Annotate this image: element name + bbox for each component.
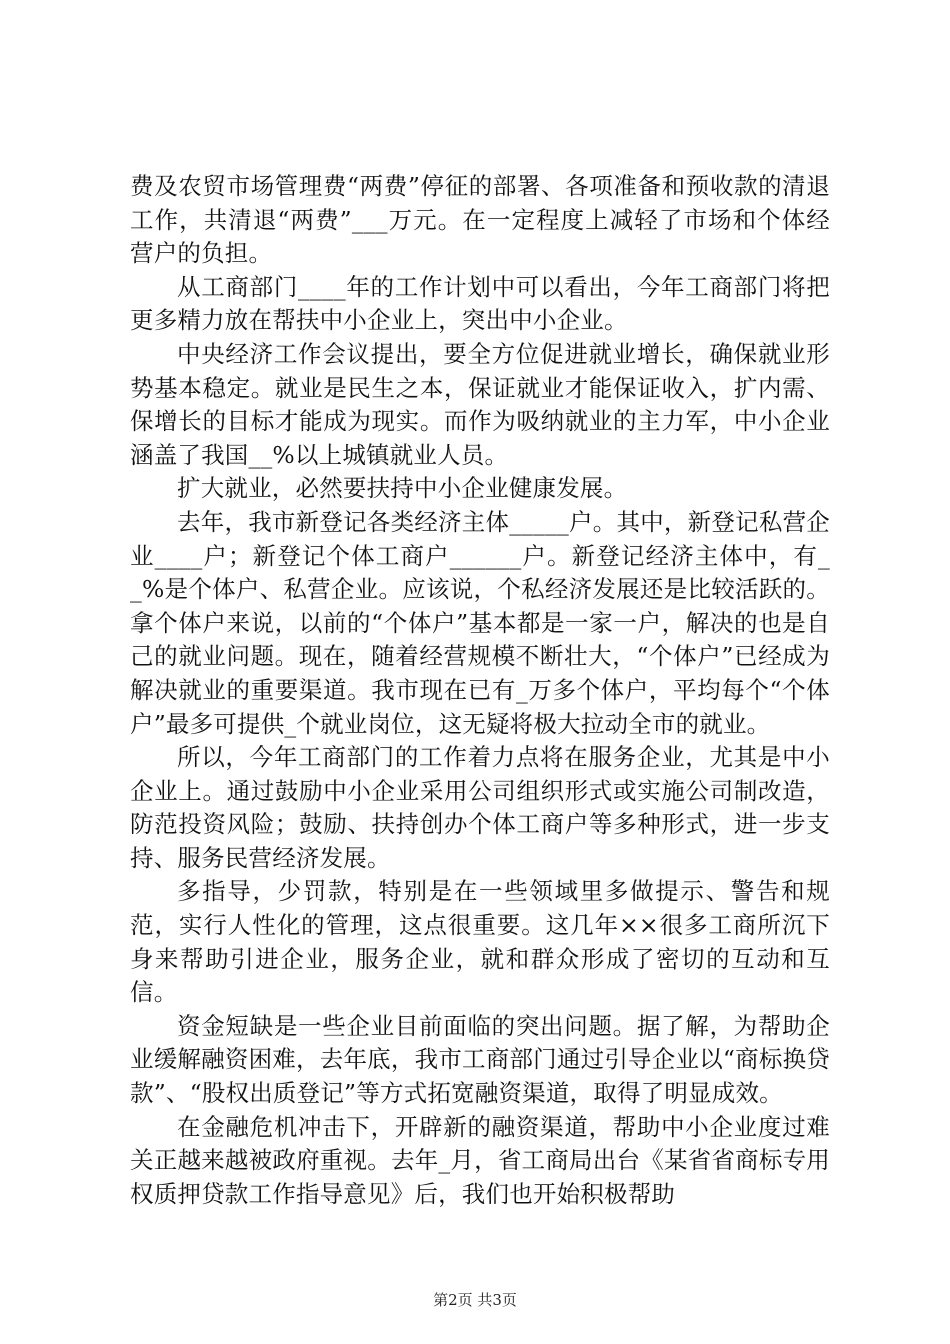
paragraph: 中央经济工作会议提出，要全方位促进就业增长，确保就业形势基本稳定。就业是民生之本，保证就业才能保证收入，扩内需、保增长的目标才能成为现实。而作为吸纳就业的主力军，中小企业涵盖了我国__%以上城镇就业人员。 — [130, 339, 830, 469]
document-body — [130, 170, 830, 1211]
paragraph: 扩大就业，必然要扶持中小企业健康发展。 — [177, 474, 628, 503]
paragraph: 去年，我市新登记各类经济主体_____户。其中，新登记私营企业____户；新登记个体工商户______户。新登记经济主体中，有__%是个体户、私营企业。应该说，个私经济发展还是比较活跃的。拿个体户来说，以前的“个体户”基本都是一家一户，解决的也是自己的就业问题。现在，随着经营规模不断壮大，“个体户”已经成为解决就业的重要渠道。我市现在已有_万多个体户，平均每个“个体户”最多可提供_个就业岗位，这无疑将极大拉动全市的就业。 — [130, 507, 830, 738]
paragraph: 资金短缺是一些企业目前面临的突出问题。据了解，为帮助企业缓解融资困难，去年底，我市工商部门通过引导企业以“商标换贷款”、“股权出质登记”等方式拓宽融资渠道，取得了明显成效。 — [130, 1011, 830, 1108]
page-number-footer: 第2页 共3页 — [433, 1291, 517, 1309]
paragraph: 所以，今年工商部门的工作着力点将在服务企业，尤其是中小企业上。通过鼓励中小企业采用公司组织形式或实施公司制改造，防范投资风险；鼓励、扶持创办个体工商户等多种形式，进一步支持、服务民营经济发展。 — [130, 743, 830, 872]
paragraph: 多指导，少罚款，特别是在一些领域里多做提示、警告和规范，实行人性化的管理，这点很重要。这几年××很多工商所沉下身来帮助引进企业，服务企业，就和群众形成了密切的互动和互信。 — [130, 877, 830, 1007]
paragraph: 在金融危机冲击下，开辟新的融资渠道，帮助中小企业度过难关正越来越被政府重视。去年_月，省工商局出台《某省省商标专用权质押贷款工作指导意见》后，我们也开始积极帮助 — [130, 1112, 830, 1208]
paragraph: 费及农贸市场管理费“两费”停征的部署、各项准备和预收款的清退工作，共清退“两费”___万元。在一定程度上减轻了市场和个体经营户的负担。 — [130, 172, 830, 268]
paragraph: 从工商部门____年的工作计划中可以看出，今年工商部门将把更多精力放在帮扶中小企业上，突出中小企业。 — [130, 272, 830, 335]
